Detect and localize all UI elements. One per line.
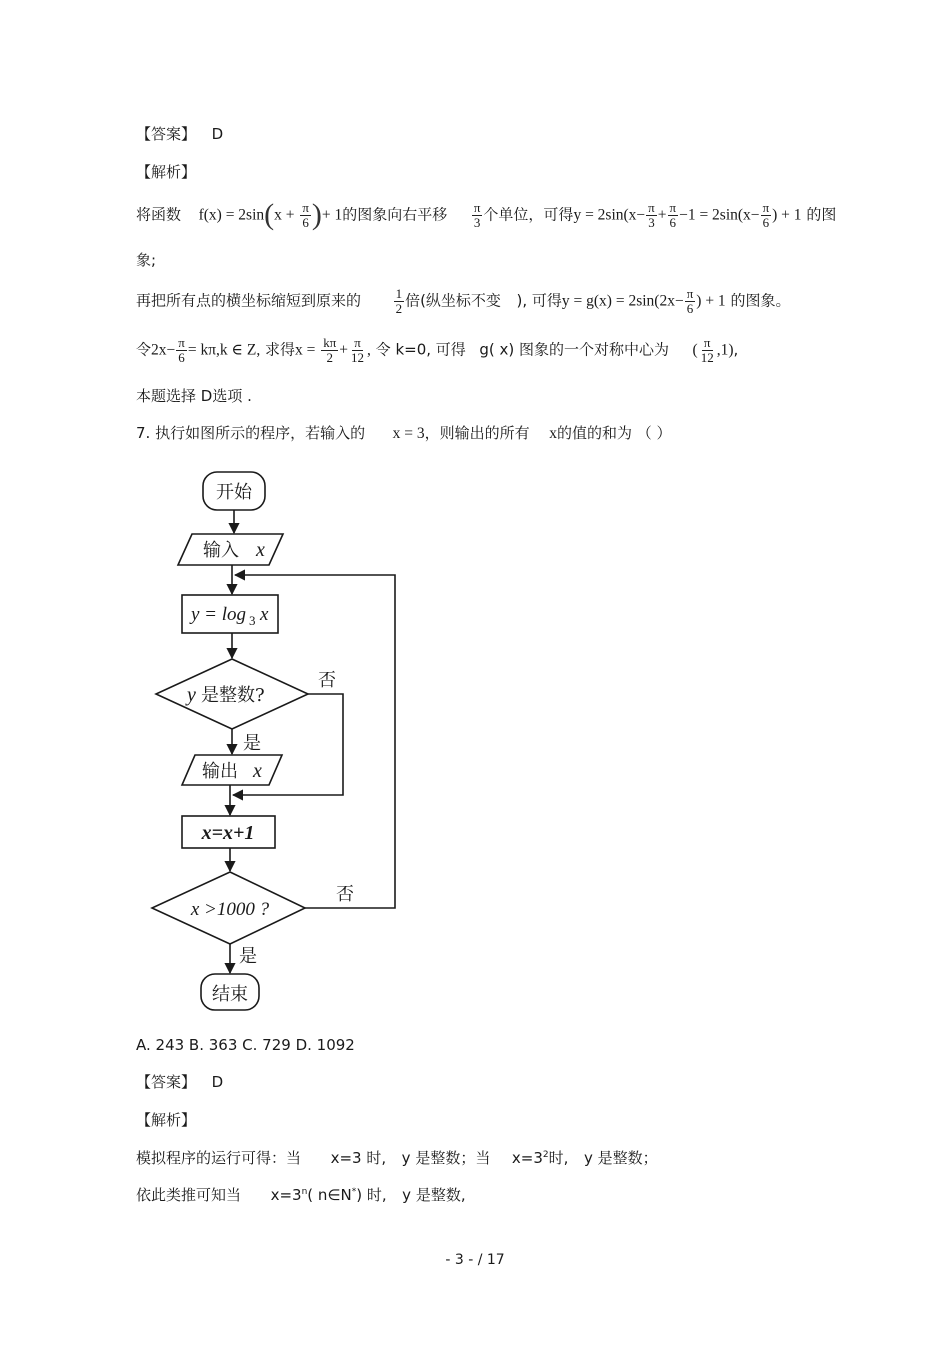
numerator: π — [648, 199, 655, 215]
assign-var: x — [260, 604, 269, 625]
text: , — [733, 340, 739, 359]
analysis2-line-1 — [136, 1151, 658, 1166]
answer-line-2 — [136, 1075, 223, 1090]
math: 2x− — [151, 341, 176, 359]
right-paren: ) — [311, 198, 322, 231]
analysis-line-3 — [136, 287, 790, 315]
math: f(x) = 2sin — [198, 206, 265, 224]
left-paren: ( — [264, 198, 275, 231]
fraction — [699, 336, 716, 364]
superscript: * — [351, 1187, 357, 1197]
answer-line — [136, 127, 223, 142]
text: 的图象向右平移 — [342, 205, 448, 224]
exponent: 2 — [542, 1150, 549, 1160]
text: ( n∈N — [307, 1186, 352, 1204]
text: g( x) 图象的一个对称中心为 — [479, 340, 669, 359]
text: 的值的和为 （ ） — [556, 424, 672, 442]
numerator: π — [669, 199, 677, 215]
math: + 1 — [321, 206, 343, 224]
text: 令 k=0, 可得 — [375, 340, 466, 359]
math: y = g(x) = 2sin(2x− — [561, 292, 684, 310]
decision1-label: 是整数? — [201, 685, 265, 706]
answer-options: A. 243 B. 363 C. 729 D. 1092 — [136, 1036, 355, 1054]
numerator: π — [703, 335, 711, 350]
math: ( — [692, 341, 698, 359]
text: 求得 — [265, 340, 296, 359]
fraction — [472, 201, 483, 229]
denominator: 3 — [473, 214, 481, 230]
math: ) + 1 — [696, 292, 726, 310]
fraction — [668, 201, 679, 229]
math: ) + 1 — [772, 206, 802, 224]
analysis-label-2: 【解析】 — [136, 1111, 197, 1129]
text: ，则输出的所有 — [424, 424, 530, 442]
text: 时, — [548, 1149, 569, 1167]
end-label: 结束 — [212, 984, 248, 1005]
text: 令 — [136, 340, 152, 359]
output-var: x — [253, 760, 262, 782]
denominator: 12 — [700, 349, 714, 365]
fraction — [394, 287, 405, 315]
numerator: π — [473, 199, 481, 215]
text: 将函数 — [136, 205, 182, 224]
text: y 是整数； — [583, 1149, 658, 1167]
increment-label: x=x+1 — [201, 822, 255, 844]
math: ,1) — [716, 341, 734, 359]
math: x = 3 — [392, 425, 425, 442]
text: ), 可得 — [516, 291, 562, 310]
answer-label: 【答案】 — [136, 1073, 197, 1091]
math: x — [549, 425, 557, 442]
answer-value: D — [211, 1073, 224, 1091]
decision1-var: y — [187, 684, 196, 706]
numerator: 1 — [395, 286, 403, 301]
fraction — [176, 336, 187, 364]
page-number: - 3 - / 17 — [445, 1252, 505, 1268]
text: y 是整数, — [402, 1186, 466, 1204]
denominator: 6 — [178, 349, 185, 365]
assign-label: y = log — [191, 604, 247, 625]
answer-value: D — [211, 125, 224, 143]
math: −1 = 2sin(x− — [679, 206, 760, 224]
input-label: 输入 — [203, 540, 239, 561]
fraction — [349, 336, 366, 364]
exponent: n — [301, 1187, 308, 1197]
denominator: 6 — [762, 214, 770, 230]
analysis2-line-2 — [136, 1188, 466, 1203]
decision2-label: x >1000 ? — [190, 899, 270, 920]
numerator: π — [762, 199, 770, 215]
math: = kπ,k ∈ Z, — [187, 341, 261, 359]
denominator: 12 — [351, 349, 365, 365]
numerator: π — [686, 286, 694, 301]
answer-label: 【答案】 — [136, 125, 197, 143]
yes2-label: 是 — [239, 946, 257, 967]
math: x + — [274, 206, 295, 224]
text: y 是整数；当 — [401, 1149, 491, 1167]
text: x=3 — [270, 1186, 302, 1204]
no2-label: 否 — [336, 884, 354, 905]
math: y = 2sin(x− — [573, 206, 646, 224]
text: x=3 — [511, 1149, 543, 1167]
fraction — [646, 201, 657, 229]
math: + — [339, 341, 349, 359]
fraction — [761, 201, 772, 229]
numerator: π — [178, 335, 185, 350]
text: 7. 执行如图所示的程序，若输入的 — [136, 424, 366, 442]
numerator: π — [302, 199, 309, 215]
text: 模拟程序的运行可得：当 — [136, 1149, 302, 1167]
denominator: 6 — [669, 214, 677, 230]
analysis-label: 【解析】 — [136, 163, 197, 181]
text: x=3 时, — [330, 1149, 387, 1167]
text: 再把所有点的横坐标缩短到原来的 — [136, 291, 362, 310]
start-label: 开始 — [216, 482, 252, 503]
fraction — [300, 201, 311, 229]
denominator: 6 — [302, 214, 309, 230]
text: ) 时, — [356, 1186, 387, 1204]
analysis-line-5: 本题选择 D选项 . — [136, 387, 252, 405]
text: 倍(纵坐标不变 — [405, 291, 501, 310]
text: 个单位，可得 — [483, 205, 574, 224]
denominator: 6 — [686, 300, 694, 316]
numerator: kπ — [323, 335, 337, 350]
analysis-line-1 — [136, 200, 836, 230]
denominator: 2 — [395, 300, 403, 316]
assign-base: 3 — [249, 613, 256, 628]
analysis-line-4 — [136, 336, 738, 364]
math: + — [657, 206, 667, 224]
question-7 — [136, 426, 672, 442]
text: 的图 — [806, 205, 837, 224]
denominator: 3 — [648, 214, 655, 230]
flowchart — [145, 462, 410, 1022]
yes1-label: 是 — [243, 733, 261, 754]
denominator: 2 — [326, 349, 333, 365]
numerator: π — [354, 335, 361, 350]
math: , — [367, 341, 371, 359]
input-var: x — [256, 539, 265, 561]
output-label: 输出 — [202, 761, 238, 782]
analysis-line-2: 象; — [136, 251, 157, 269]
fraction — [321, 336, 338, 364]
math: x = — [295, 341, 316, 359]
text: 的图象。 — [730, 291, 791, 310]
text: 依此类推可知当 — [136, 1186, 242, 1204]
fraction — [685, 287, 696, 315]
no1-label: 否 — [318, 670, 336, 691]
